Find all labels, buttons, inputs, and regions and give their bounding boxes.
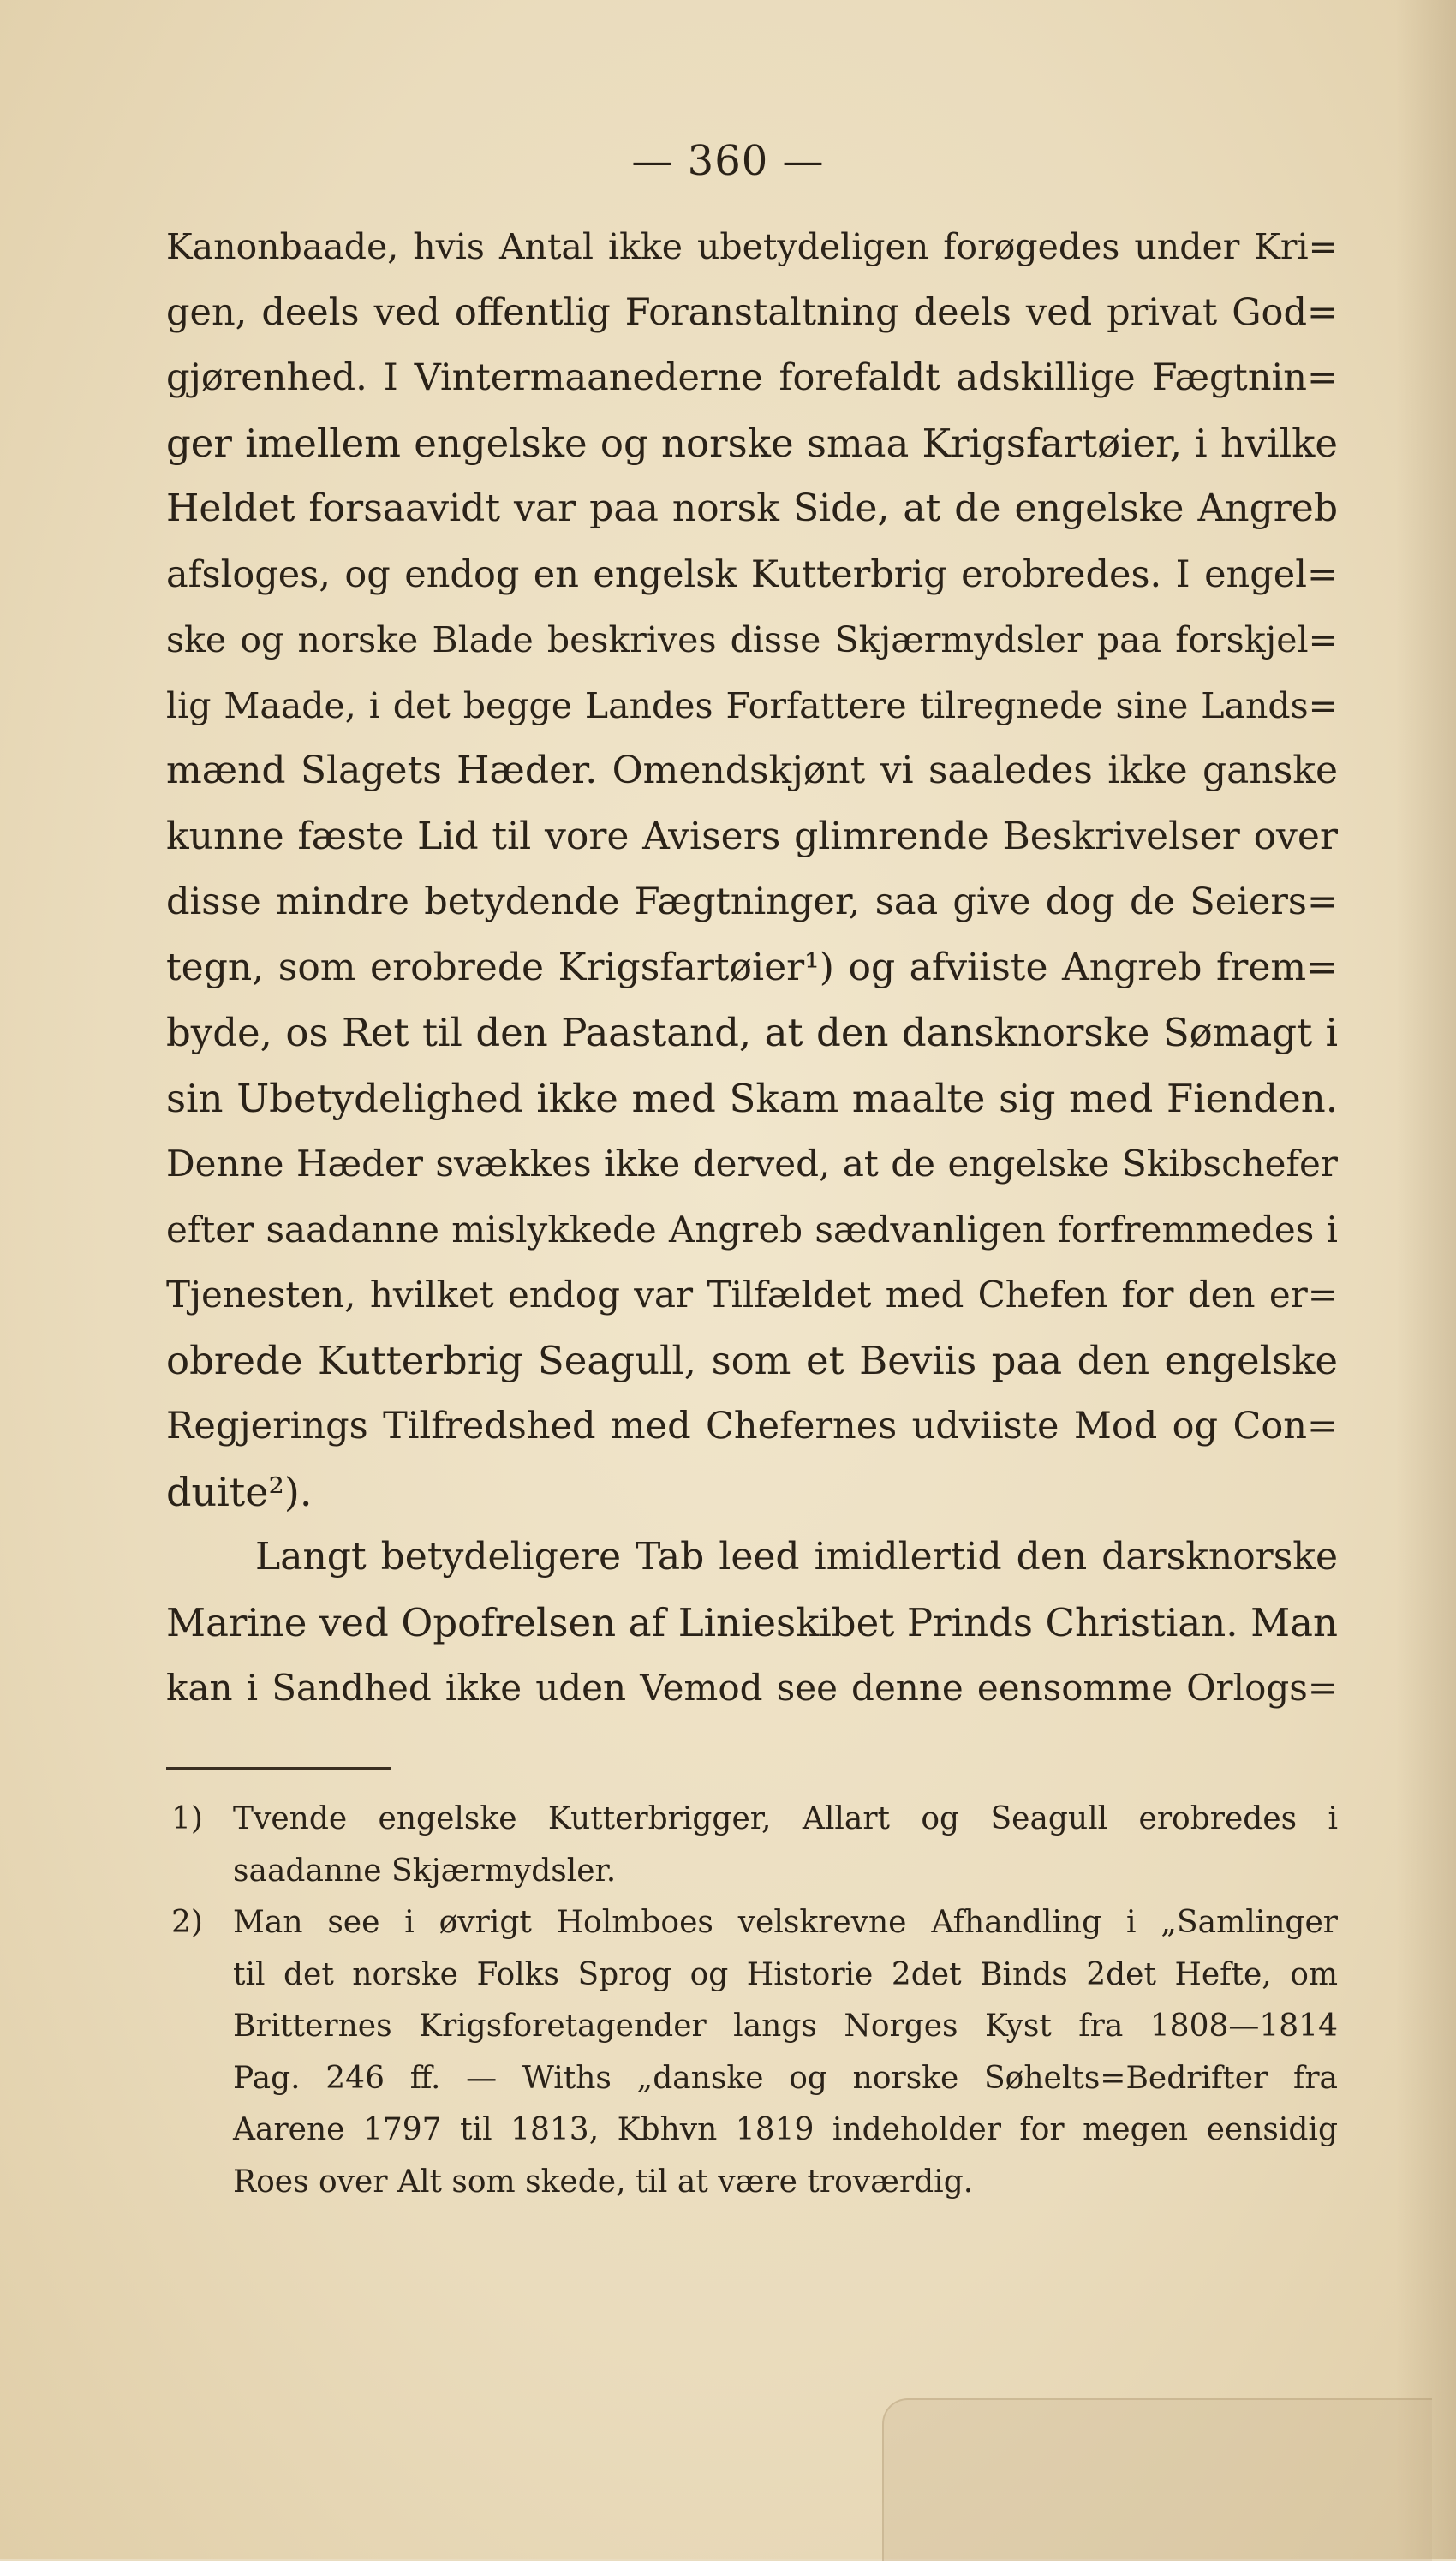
body-line: obrede Kutterbrig Seagull, som et Beviis paa den engelske <box>166 1337 1338 1383</box>
footnote-text: Tvende engelske Kutterbrigger, Allart og Seagull erobredes i <box>233 1801 1338 1836</box>
body-line: Langt betydeligere Tab leed imidlertid den darsknorske <box>255 1535 1338 1579</box>
footnote-line: til det norske Folks Sprog og Historie 2det Binds 2det Hefte, om <box>233 1956 1338 1992</box>
body-line: mænd Slagets Hæder. Omendskjønt vi saaledes ikke ganske <box>166 749 1338 792</box>
footnote-text: Man see i øvrigt Holmboes velskrevne Afhandling i „Samlinger <box>233 1905 1338 1940</box>
footnote-line: Britternes Krigsforetagender langs Norges Kyst fra 1808—1814 <box>233 2009 1338 2044</box>
body-line: Marine ved Opofrelsen af Linieskibet Prinds Christian. Man <box>166 1599 1338 1645</box>
footnotes <box>171 1794 1338 2208</box>
body-line: duite²). <box>166 1468 313 1515</box>
body-text <box>166 214 1338 1722</box>
body-line: ger imellem engelske og norske smaa Krigsfartøier, i hvilke <box>166 420 1338 466</box>
footnote-line: Roes over Alt som skede, til at være troværdig. <box>233 2164 974 2200</box>
footnote-line: Pag. 246 ff. — Withs „danske og norske Søhelts=Bedrifter fra <box>233 2060 1338 2096</box>
body-line: gen, deels ved offentlig Foranstaltning deels ved privat God= <box>166 290 1338 334</box>
body-line: sin Ubetydelighed ikke med Skam maalte sig med Fienden. <box>166 1075 1338 1121</box>
footnote-line: saadanne Skjærmydsler. <box>233 1853 617 1889</box>
body-line: efter saadanne mislykkede Angreb sædvanligen forfremmedes i <box>166 1208 1338 1251</box>
body-line: byde, os Ret til den Paastand, at den dansknorske Sømagt i <box>166 1010 1338 1055</box>
body-line: kunne fæste Lid til vore Avisers glimrende Beskrivelser over <box>166 814 1338 858</box>
body-line: Tjenesten, hvilket endog var Tilfældet med Chefen for den er= <box>166 1274 1338 1316</box>
body-line: kan i Sandhed ikke uden Vemod see denne eensomme Orlogs= <box>166 1667 1338 1709</box>
body-line: ske og norske Blade beskrives disse Skjærmydsler paa forskjel= <box>166 619 1338 660</box>
footnote-line <box>171 1897 1338 1949</box>
footnote-marker: 2) <box>171 1905 203 1940</box>
body-line: Heldet forsaavidt var paa norsk Side, at de engelske Angreb <box>166 487 1338 530</box>
body-line: Denne Hæder svækkes ikke derved, at de engelske Skibschefer <box>166 1143 1338 1185</box>
body-line: afsloges, og endog en engelsk Kutterbrig erobredes. I engel= <box>166 552 1338 596</box>
page-number: — 360 — <box>631 137 825 185</box>
body-line: gjørenhed. I Vintermaanederne forefaldt adskillige Fægtnin= <box>166 356 1338 399</box>
body-line: disse mindre betydende Fægtninger, saa give dog de Seiers= <box>166 881 1338 923</box>
footnote-marker: 1) <box>171 1801 203 1836</box>
page-edge-shadow <box>1396 0 1456 2559</box>
body-line: Regjerings Tilfredshed med Chefernes udviiste Mod og Con= <box>166 1405 1338 1448</box>
footnote-separator <box>166 1767 391 1770</box>
body-line: lig Maade, i det begge Landes Forfattere tilregnede sine Lands= <box>166 684 1338 726</box>
body-line: Kanonbaade, hvis Antal ikke ubetydeligen forøgedes under Kri= <box>166 226 1338 267</box>
paper-stain <box>882 2398 1432 2561</box>
footnote-line: Aarene 1797 til 1813, Kbhvn 1819 indeholder for megen eensidig <box>233 2112 1338 2147</box>
footnote-line <box>171 1794 1338 1846</box>
body-line: tegn, som erobrede Krigsfartøier¹) og afviiste Angreb frem= <box>166 945 1338 989</box>
